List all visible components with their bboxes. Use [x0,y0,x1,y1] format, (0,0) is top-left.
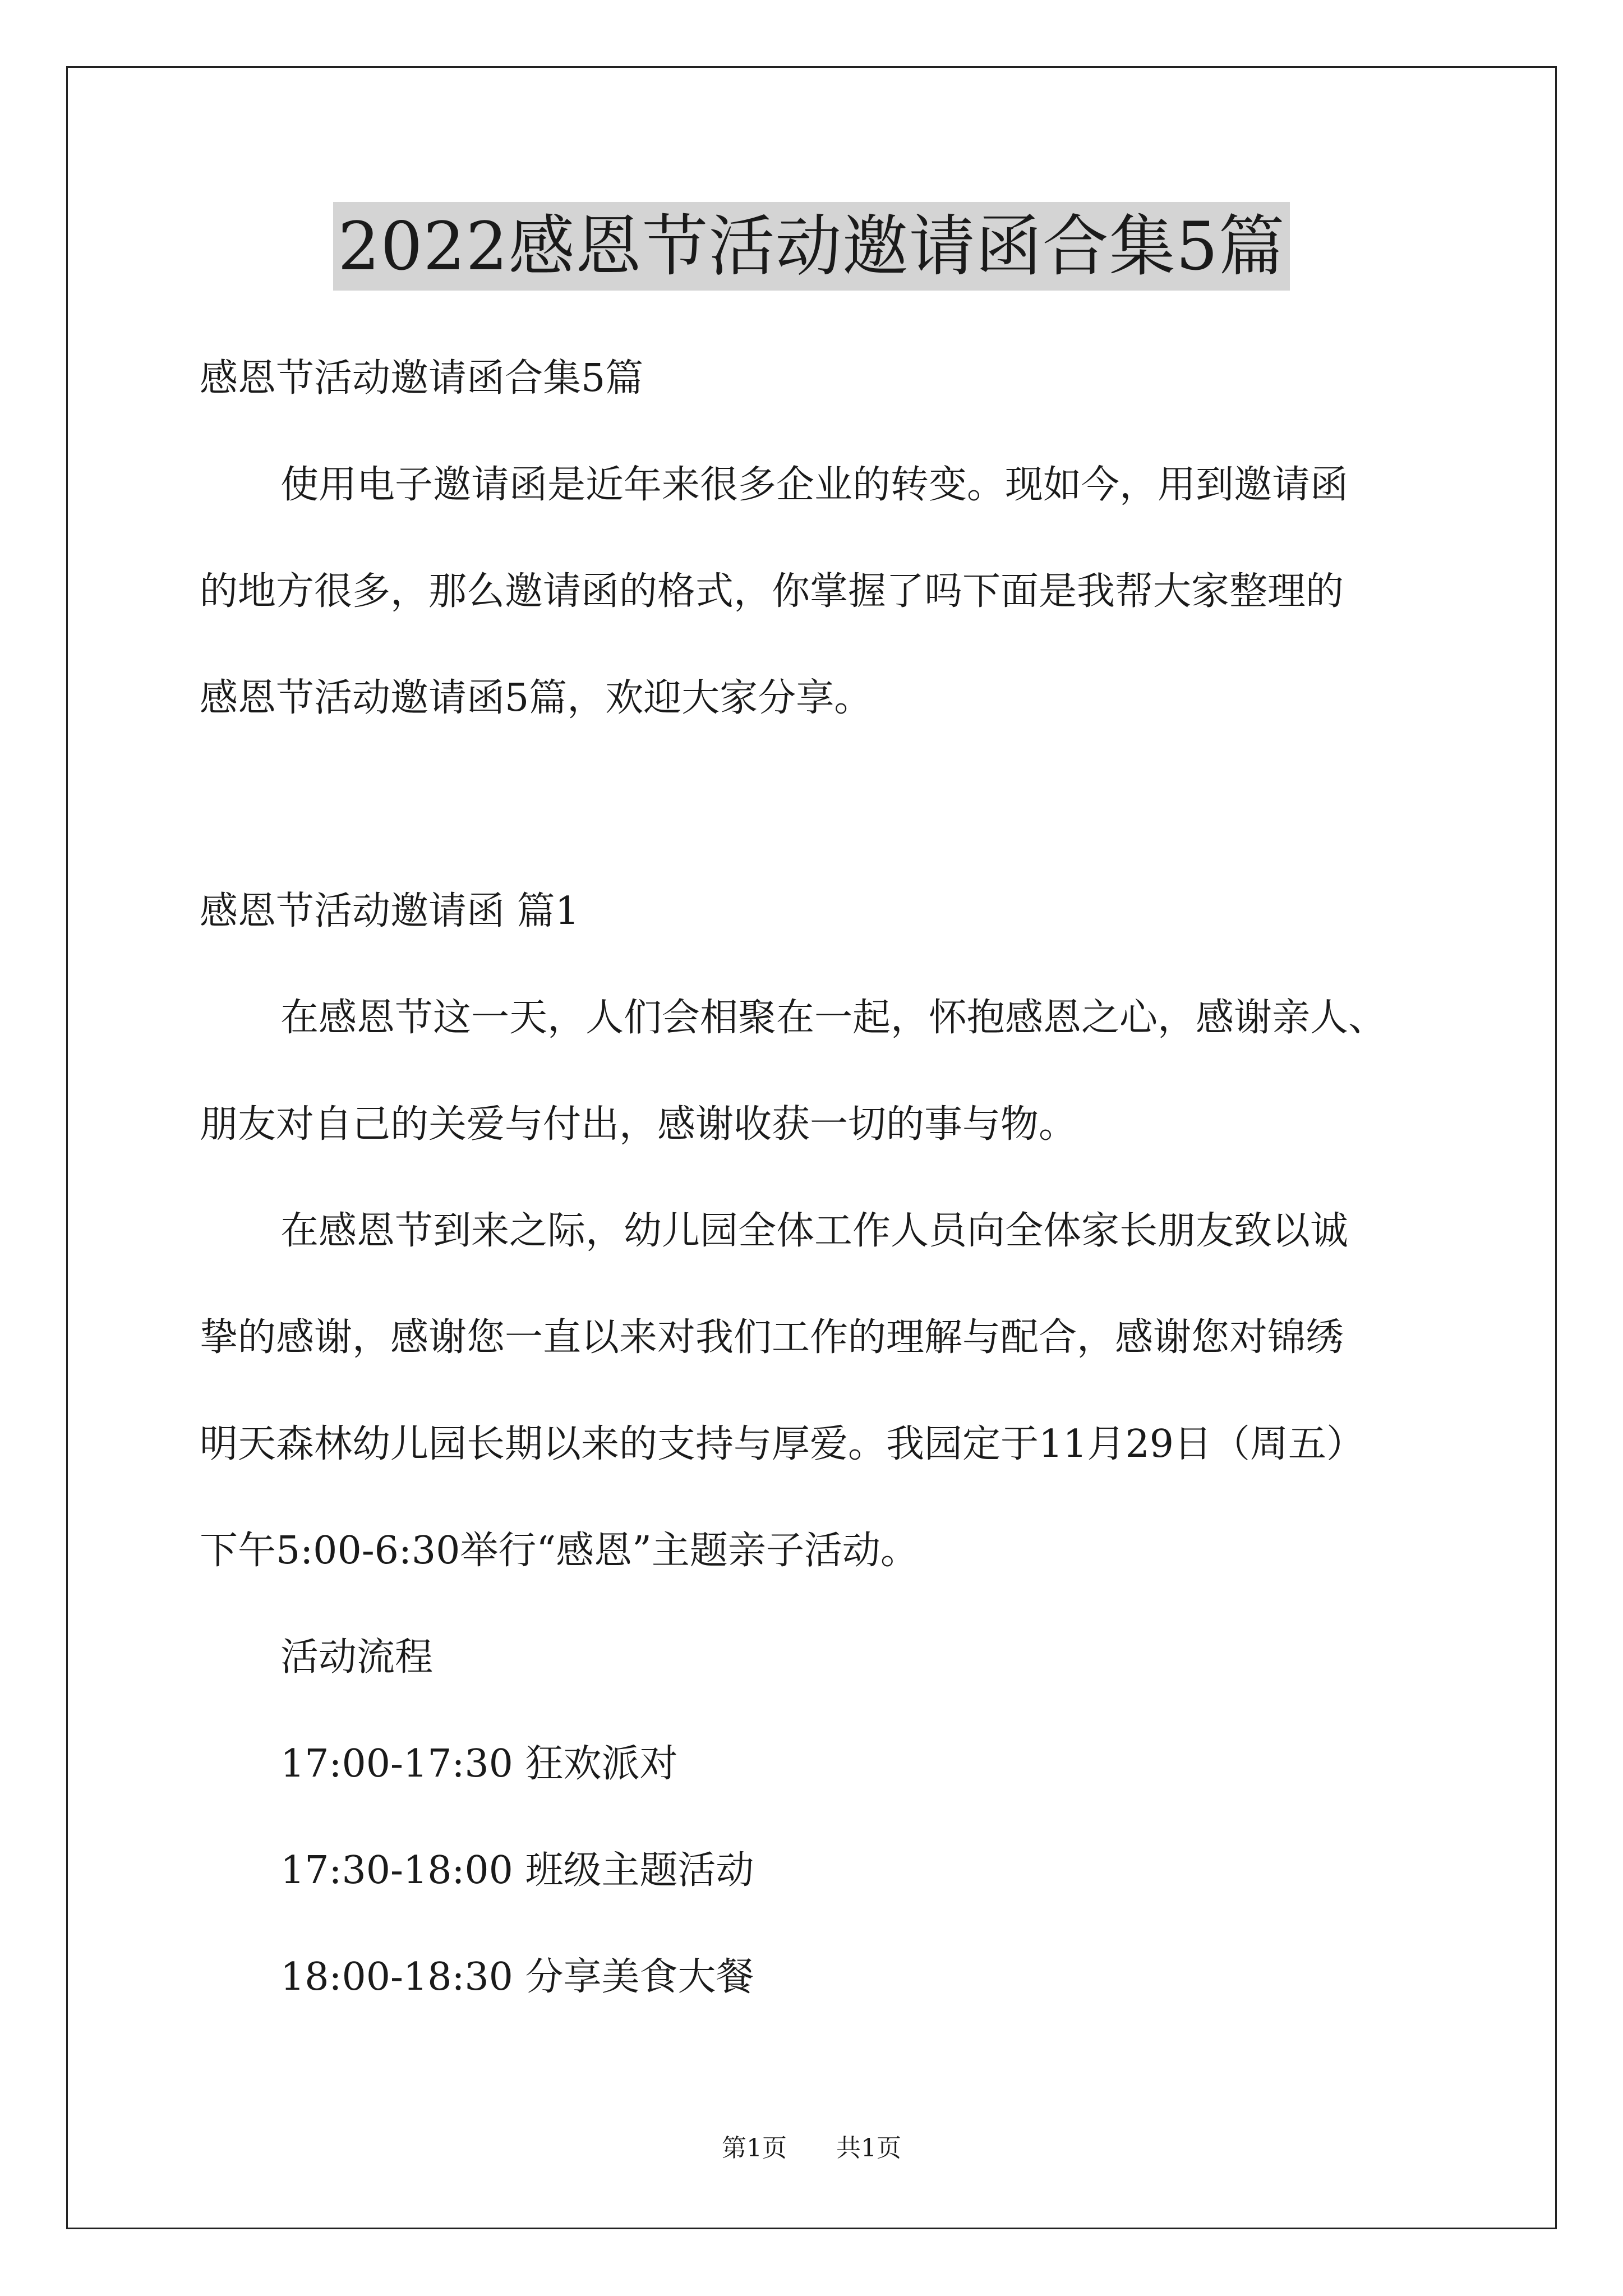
document-title: 2022感恩节活动邀请函合集5篇 [333,202,1289,291]
para2-line-1: 在感恩节到来之际，幼儿园全体工作人员向全体家长朋友致以诚 [280,1209,1349,1253]
page-total: 共1页 [836,2134,901,2162]
intro-line-2: 的地方很多，那么邀请函的格式，你掌握了吗下面是我帮大家整理的 [200,569,1344,614]
page-number: 第1页 [722,2134,787,2162]
para1-line-1: 在感恩节这一天，人们会相聚在一起，怀抱感恩之心，感谢亲人、 [280,996,1387,1040]
schedule-heading: 活动流程 [280,1635,434,1680]
page-footer [0,2132,1623,2165]
para1-line-2: 朋友对自己的关爱与付出，感谢收获一切的事与物。 [200,1102,1077,1147]
intro-line-3: 感恩节活动邀请函5篇，欢迎大家分享。 [200,676,873,720]
subtitle: 感恩节活动邀请函合集5篇 [200,356,644,401]
intro-line-1: 使用电子邀请函是近年来很多企业的转变。现如今，用到邀请函 [280,463,1349,507]
section-heading: 感恩节活动邀请函 篇1 [200,889,579,933]
title-container [0,202,1623,291]
para2-line-4: 下午5:00-6:30举行“感恩”主题亲子活动。 [200,1529,919,1573]
schedule-item-2: 17:30-18:00 班级主题活动 [280,1848,754,1893]
schedule-item-3: 18:00-18:30 分享美食大餐 [280,1955,754,1999]
para2-line-3: 明天森林幼儿园长期以来的支持与厚爱。我园定于11月29日（周五） [200,1422,1365,1466]
schedule-item-1: 17:00-17:30 狂欢派对 [280,1742,678,1786]
para2-line-2: 挚的感谢，感谢您一直以来对我们工作的理解与配合，感谢您对锦绣 [200,1315,1344,1360]
